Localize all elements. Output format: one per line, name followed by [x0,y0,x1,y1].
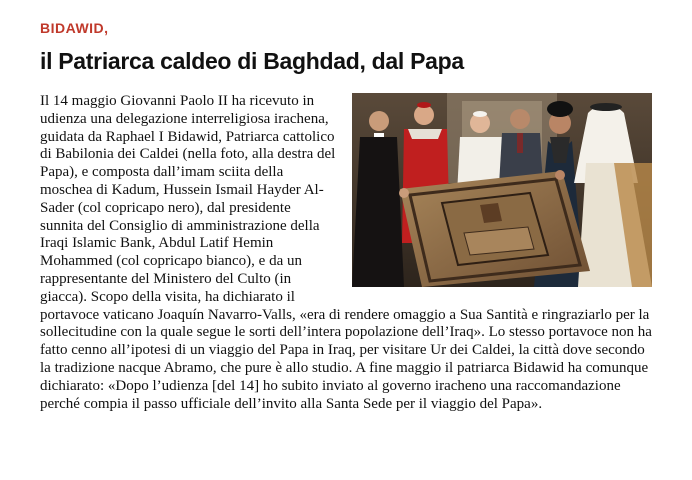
article-photo [352,93,652,287]
photo-illustration [352,93,652,287]
article-headline: il Patriarca caldeo di Baghdad, dal Papa [40,48,464,74]
photo-float-wrapper [349,93,652,288]
article-kicker: BIDAWID, [40,20,109,36]
article-body-text: Il 14 maggio Giovanni Paolo II ha ricevuto in udienza una delegazione interreligiosa irachena, guidata da Raphael I Bidawid, Patriarca cattolico di Babilonia dei Caldei (nella foto, alla destra del Papa), e composta dall’imam sciita della moschea di Kadum, Hussein Ismail Hayder Al-Sader (col copricapo nero), dal presidente sunnita del Consiglio di amministrazione della Iraqi Islamic Bank, Abdul Latif Hemin Mohammed (col copricapo bianco), e da un rappresentante del Ministero del Culto (in giacca). Scopo della visita, ha dichiarato il portavoce vaticano Joaquín Navarro-Valls, «era di rendere omaggio a Sua Santità e ringraziarlo per la sollecitudine con la quale segue le sorti dell’intera popolazione dell’Iraq». Lo stesso portavoce non ha fatto cenno all’ipotesi di un viaggio del Papa in Iraq, per visitare Ur dei Caldei, la città dove secondo la tradizione nacque Abramo, che pure è allo studio. A fine maggio il patriarca Bidawid ha comunque dichiarato: «Dopo l’udienza [del 14] ho subito inviato al governo iracheno una raccomandazione perché compia il passo ufficiale dell’invito alla Santa Sede per il viaggio del Papa». [40,93,652,412]
article-body-container [40,93,652,413]
